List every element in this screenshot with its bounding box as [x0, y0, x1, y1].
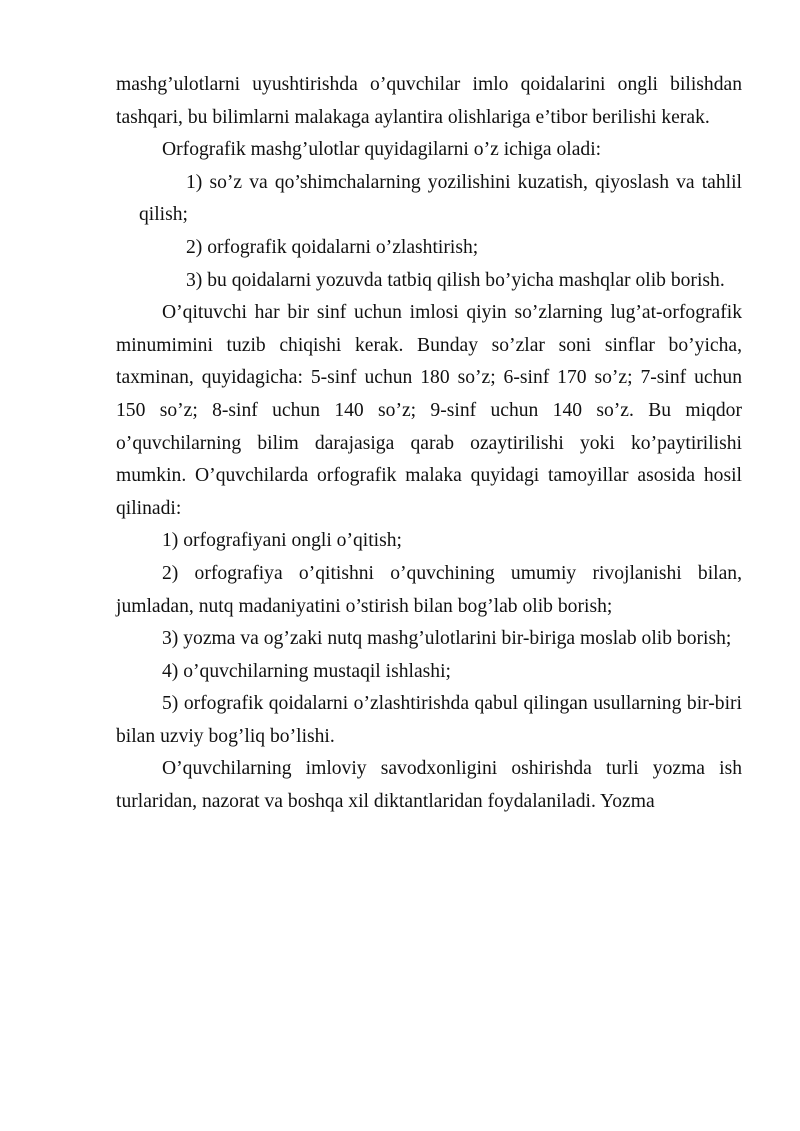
principle-2: 2) orfografiya o’qitishni o’quvchining umumiy rivojlanishi bilan, jumladan, nutq madaniyatini o’stirish bilan bog’lab olib borish;: [116, 562, 742, 617]
list-item-2: 2) orfografik qoidalarni o’zlashtirish;: [186, 236, 479, 258]
principle-5: 5) orfografik qoidalarni o’zlashtirishda qabul qilingan usullarning bir-biri bilan uzviy bog’liq bo’lishi.: [116, 693, 742, 747]
paragraph-3: O’qituvchi har bir sinf uchun imlosi qiyin so’zlarning lug’at-orfografik minumimini tuzib chiqishi kerak. Bunday so’zlar soni sinflar bo’yicha, taxminan, quyidagicha: 5-sinf uchun 180 so’z; 6-sinf 170 so’z; 7-sinf uchun 150 so’z; 8-sinf uchun 140 so’z; 9-sinf uchun 140 so’z. Bu miqdor o’quvchilarning bilim darajasiga qarab ozaytirilishi yoki ko’paytirilishi mumkin. O’quvchilarda orfografik malaka quyidagi tamoyillar asosida hosil qilinadi:: [116, 302, 742, 519]
list-item-3: 3) bu qoidalarni yozuvda tatbiq qilish bo’yicha mashqlar olib borish.: [186, 269, 725, 291]
principle-4: 4) o’quvchilarning mustaqil ishlashi;: [162, 660, 451, 682]
list-item-1: 1) so’z va qo’shimchalarning yozilishini kuzatish, qiyoslash va tahlil qilish;: [139, 171, 742, 226]
paragraph-1: mashg’ulotlarni uyushtirishda o’quvchilar imlo qoidalarini ongli bilishdan tashqari, bu bilimlarni malakaga aylantira olishlariga e’tibor berilishi kerak.: [116, 74, 742, 128]
document-body: [116, 69, 742, 819]
principle-1: 1) orfografiyani ongli o’qitish;: [162, 530, 402, 552]
principle-3: 3) yozma va og’zaki nutq mashg’ulotlarini bir-biriga moslab olib borish;: [162, 628, 732, 650]
paragraph-2: Orfografik mashg’ulotlar quyidagilarni o’z ichiga oladi:: [162, 139, 602, 161]
paragraph-4: O’quvchilarning imloviy savodxonligini oshirishda turli yozma ish turlaridan, nazorat va boshqa xil diktantlaridan foydalaniladi. Yozma: [116, 758, 742, 813]
